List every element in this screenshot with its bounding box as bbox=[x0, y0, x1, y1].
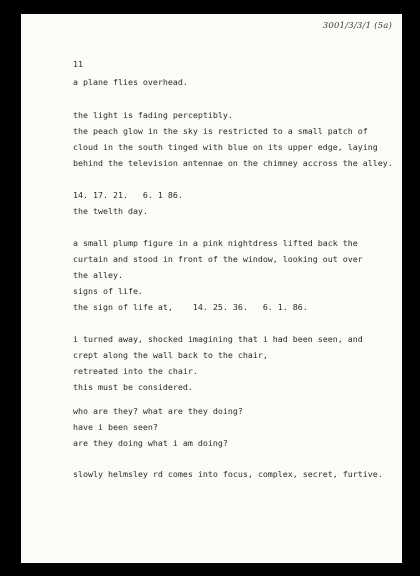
page-number: 11 bbox=[73, 59, 83, 69]
text-line: curtain and stood in front of the window, looking out over bbox=[73, 254, 363, 264]
text-line: i turned away, shocked imagining that i had been seen, and bbox=[73, 334, 363, 344]
text-line: 14. 17. 21. 6. 1 86. bbox=[73, 190, 183, 200]
text-line: crept along the wall back to the chair, bbox=[73, 350, 268, 360]
text-line: a plane flies overhead. bbox=[73, 77, 188, 87]
text-line: are they doing what i am doing? bbox=[73, 438, 228, 448]
text-line: the alley. bbox=[73, 270, 123, 280]
text-line: have i been seen? bbox=[73, 422, 158, 432]
text-line: the sign of life at, 14. 25. 36. 6. 1. 86. bbox=[73, 302, 308, 312]
text-line: cloud in the south tinged with blue on its upper edge, laying bbox=[73, 142, 378, 152]
text-line: slowly helmsley rd comes into focus, complex, secret, furtive. bbox=[73, 469, 383, 479]
text-line: the twelth day. bbox=[73, 206, 148, 216]
text-line: retreated into the chair. bbox=[73, 366, 198, 376]
text-line: the peach glow in the sky is restricted to a small patch of bbox=[73, 126, 368, 136]
text-line: who are they? what are they doing? bbox=[73, 406, 243, 416]
text-line: the light is fading perceptibly. bbox=[73, 110, 233, 120]
document-page bbox=[21, 14, 402, 563]
text-line: signs of life. bbox=[73, 286, 143, 296]
text-line: this must be considered. bbox=[73, 382, 193, 392]
text-line: behind the television antennae on the chimney accross the alley. bbox=[73, 158, 393, 168]
archive-reference-annotation: 3001/3/3/1 (5a) bbox=[322, 21, 392, 31]
text-line: a small plump figure in a pink nightdress lifted back the bbox=[73, 238, 358, 248]
